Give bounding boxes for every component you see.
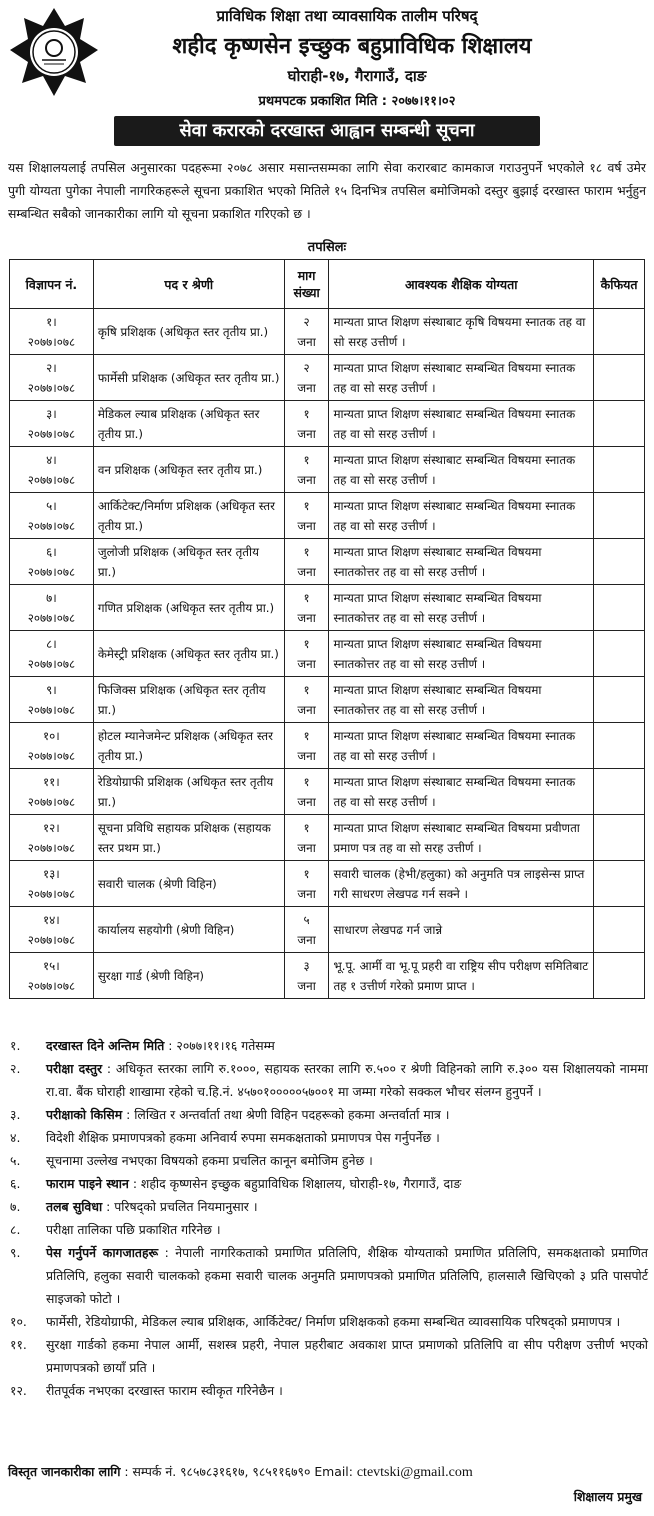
qty-cell [284,631,329,677]
qty-value: १ [303,452,310,467]
notice-title: सेवा करारको दरखास्त आह्वान सम्बन्धी सूचना [114,116,540,146]
remarks-cell [594,585,645,631]
qty-value: २ [303,360,310,375]
ad-number-cell [10,585,94,631]
post-name: आर्किटेक्ट/निर्माण प्रशिक्षक (अधिकृत स्तर तृतीय प्रा.) [97,498,275,533]
remarks-cell [594,953,645,999]
note-number: ९. [10,1245,21,1260]
post-cell [93,355,284,401]
ad-number-cell [10,815,94,861]
contact-numbers: : सम्पर्क नं. ९८५७८३१६१७, ९८५११६७९० Email: [120,1464,357,1479]
post-cell [93,723,284,769]
qualification-text: मान्यता प्राप्त शिक्षण संस्थाबाट सम्बन्धित विषयमा स्नातक तह वा सो सरह उत्तीर्ण । [333,498,576,533]
qty-cell [284,309,329,355]
council-name: प्राविधिक शिक्षा तथा व्यावसायिक तालीम परिषद् [216,7,478,25]
qty-cell [284,723,329,769]
note-number: ३. [10,1107,21,1122]
note-text [46,1103,648,1126]
ad-year: २०७७।०७८ [27,702,76,717]
ad-number-cell [10,861,94,907]
ad-number: ११। [43,774,60,789]
qualification-text: मान्यता प्राप्त शिक्षण संस्थाबाट सम्बन्धित विषयमा स्नातक तह वा सो सरह उत्तीर्ण । [333,406,576,441]
post-cell [93,493,284,539]
qty-cell [284,493,329,539]
ad-number: १२। [43,820,60,835]
ad-number-cell [10,723,94,769]
note-text [46,1034,648,1057]
qualification-text: मान्यता प्राप्त शिक्षण संस्थाबाट सम्बन्धित विषयमा स्नातक तह वा सो सरह उत्तीर्ण । [333,452,576,487]
table-row [10,953,645,999]
vacancy-table-body [10,309,645,999]
qty-cell [284,769,329,815]
remarks-cell [594,907,645,953]
table-header-row [10,260,645,309]
post-name: फिजिक्स प्रशिक्षक (अधिकृत स्तर तृतीय प्रा.) [97,682,266,717]
ad-number-cell [10,355,94,401]
ad-number: २। [46,360,57,375]
ad-year: २०७७।०७८ [27,334,76,349]
note-text [46,1241,648,1310]
qty-unit: जना [297,840,316,855]
note-text [46,1333,648,1379]
qty-value: ३ [303,958,310,973]
table-row [10,585,645,631]
note-body: : लिखित र अन्तर्वार्ता तथा श्रेणी विहिन पदहरूको हकमा अन्तर्वार्ता मात्र । [122,1107,450,1122]
ad-number: ६। [46,544,57,559]
ad-number-cell [10,493,94,539]
qualification-text: मान्यता प्राप्त शिक्षण संस्थाबाट सम्बन्धित विषयमा स्नातकोत्तर तह वा सो सरह उत्तीर्ण । [333,590,542,625]
qty-value: ५ [303,912,310,927]
qty-unit: जना [297,702,316,717]
post-name: जुलोजी प्रशिक्षक (अधिकृत स्तर तृतीय प्रा.) [97,544,259,579]
remarks-cell [594,631,645,677]
qty-value: २ [303,314,310,329]
ad-number: ३। [46,406,57,421]
qualification-cell [329,677,594,723]
note-text [46,1310,648,1333]
ad-year: २०७७।०७८ [27,748,76,763]
qty-unit: जना [297,748,316,763]
note-label: पेस गर्नुपर्ने कागजातहरू [46,1245,159,1260]
note-text [46,1379,648,1402]
qty-cell [284,401,329,447]
ad-number: १। [46,314,57,329]
notice-header [0,0,654,112]
qualification-text: मान्यता प्राप्त शिक्षण संस्थाबाट सम्बन्धित विषयमा प्रवीणता प्रमाण पत्र तह वा सो सरह उत्तीर्ण । [333,820,580,855]
ad-number: १३। [43,866,60,881]
qty-value: १ [303,406,310,421]
table-row [10,631,645,677]
remarks-cell [594,769,645,815]
ad-number: १०। [43,728,60,743]
qty-unit: जना [297,610,316,625]
note-label: दरखास्त दिने अन्तिम मिति [46,1038,165,1053]
qty-value: १ [303,498,310,513]
header-ad-no: विज्ञापन नं. [10,260,94,309]
qualification-cell [329,723,594,769]
ad-number-cell [10,769,94,815]
institute-address: घोराही-१७, गैरागाउँ, दाङ [287,67,427,85]
qualification-text: मान्यता प्राप्त शिक्षण संस्थाबाट सम्बन्धित विषयमा स्नातकोत्तर तह वा सो सरह उत्तीर्ण । [333,544,542,579]
remarks-cell [594,861,645,907]
remarks-cell [594,355,645,401]
qualification-cell [329,355,594,401]
note-number: १. [10,1038,21,1053]
post-cell [93,309,284,355]
remarks-cell [594,493,645,539]
qty-cell [284,815,329,861]
note-item [8,1379,648,1402]
note-body: फार्मेसी, रेडियोग्राफी, मेडिकल ल्याब प्रशिक्षक, आर्किटेक्ट/ निर्माण प्रशिक्षकको हकमा सम्बन्धित व्यावसायिक परिषद्को प्रमाणपत्र । [46,1314,621,1329]
note-number: ११. [10,1337,27,1352]
qualification-cell [329,539,594,585]
note-item [8,1034,648,1057]
note-body: सूचनामा उल्लेख नभएका विषयको हकमा प्रचलित कानून बमोजिम हुनेछ । [46,1153,373,1168]
qty-cell [284,355,329,401]
note-text [46,1126,648,1149]
ad-number-cell [10,401,94,447]
note-item [8,1241,648,1310]
qty-cell [284,861,329,907]
qty-unit: जना [297,794,316,809]
remarks-cell [594,309,645,355]
note-text [46,1149,648,1172]
qualification-text: मान्यता प्राप्त शिक्षण संस्थाबाट सम्बन्धित विषयमा स्नातक तह वा सो सरह उत्तीर्ण । [333,728,576,763]
notes-list [8,1034,648,1402]
remarks-cell [594,401,645,447]
note-item [8,1172,648,1195]
ad-number-cell [10,309,94,355]
post-cell [93,585,284,631]
qualification-cell [329,493,594,539]
ad-number-cell [10,677,94,723]
note-body: परीक्षा तालिका पछि प्रकाशित गरिनेछ । [46,1222,221,1237]
note-label: फाराम पाइने स्थान [46,1176,129,1191]
qty-unit: जना [297,334,316,349]
ad-number-cell [10,907,94,953]
qty-value: १ [303,590,310,605]
post-name: होटल म्यानेजमेन्ट प्रशिक्षक (अधिकृत स्तर तृतीय प्रा.) [97,728,273,763]
qualification-cell [329,401,594,447]
ad-number: ८। [46,636,57,651]
qualification-text: मान्यता प्राप्त शिक्षण संस्थाबाट कृषि विषयमा स्नातक तह वा सो सरह उत्तीर्ण । [333,314,586,349]
header-post: पद र श्रेणी [93,260,284,309]
ad-year: २०७७।०७८ [27,610,76,625]
ad-year: २०७७।०७८ [27,564,76,579]
qty-cell [284,907,329,953]
schedule-label: तपसिलः [307,240,347,255]
qty-cell [284,539,329,585]
ad-year: २०७७।०७८ [27,932,76,947]
post-cell [93,815,284,861]
qty-unit: जना [297,472,316,487]
post-name: कृषि प्रशिक्षक (अधिकृत स्तर तृतीय प्रा.) [97,324,269,339]
header-qualification: आवश्यक शैक्षिक योग्यता [329,260,594,309]
remarks-cell [594,723,645,769]
qualification-cell [329,631,594,677]
note-body: : नेपाली नागरिकताको प्रमाणित प्रतिलिपि, शैक्षिक योग्यताको प्रमाणित प्रतिलिपि, समकक्षताको प्रमाणित प्रतिलिपि, हलुका सवारी चालकको हकमा सवारी चालक अनुमति प्रमाणपत्रको प्रमाणित प्रतिलिपि, हालसालै खिचिएको ३ प्रति पासपोर्ट साइजको फोटो । [46,1245,648,1306]
note-body: : परिषद्को प्रचलित नियमानुसार । [102,1199,258,1214]
qty-unit: जना [297,932,316,947]
note-body: सुरक्षा गार्डको हकमा नेपाल आर्मी, सशस्त्र प्रहरी, नेपाल प्रहरीबाट अवकाश प्राप्त प्रमाणको प्रतिलिपि वा सीप परीक्षण उत्तीर्ण भएको प्रमाणपत्रको छायाँ प्रति । [46,1337,648,1375]
post-name: गणित प्रशिक्षक (अधिकृत स्तर तृतीय प्रा.) [97,600,275,615]
post-cell [93,447,284,493]
qty-cell [284,677,329,723]
post-cell [93,539,284,585]
note-label: परीक्षा दस्तुर [46,1061,103,1076]
ad-year: २०७७।०७८ [27,380,76,395]
post-name: सूचना प्रविधि सहायक प्रशिक्षक (सहायक स्तर प्रथम प्रा.) [97,820,271,855]
qualification-cell [329,309,594,355]
note-number: ८. [10,1222,21,1237]
post-name: सुरक्षा गार्ड (श्रेणी विहिन) [97,968,205,983]
note-number: ६. [10,1176,21,1191]
qty-cell [284,585,329,631]
ad-year: २०७७।०७८ [27,472,76,487]
qty-value: १ [303,820,310,835]
qualification-cell [329,769,594,815]
qty-unit: जना [297,886,316,901]
qty-cell [284,447,329,493]
post-cell [93,631,284,677]
qualification-text: मान्यता प्राप्त शिक्षण संस्थाबाट सम्बन्धित विषयमा स्नातक तह वा सो सरह उत्तीर्ण । [333,774,576,809]
ad-year: २०७७।०७८ [27,978,76,993]
qty-unit: जना [297,380,316,395]
note-body: रीतपूर्वक नभएका दरखास्त फाराम स्वीकृत गरिनेछैन । [46,1383,283,1398]
qty-value: १ [303,728,310,743]
intro-paragraph: यस शिक्षालयलाई तपसिल अनुसारका पदहरूमा २०७८ असार मसान्तसम्मका लागि सेवा करारबाट कामकाज गराउनुपर्ने भएकोले १८ वर्ष उमेर पुगी योग्यता पुगेका नेपाली नागरिकहरूले सूचना प्रकाशित भएको मितिले १५ दिनभित्र तपसिल बमोजिमको दस्तुर बुझाई दरखास्त फाराम भर्नुहुन सम्बन्धित सबैको जानकारीका लागि यो सूचना प्रकाशित गरिएको छ । [8,160,646,221]
table-row [10,447,645,493]
note-item [8,1149,648,1172]
note-body: : शहीद कृष्णसेन इच्छुक बहुप्राविधिक शिक्षालय, घोराही-१७, गैरागाउँ, दाङ [128,1176,462,1191]
note-number: २. [10,1061,21,1076]
qualification-text: मान्यता प्राप्त शिक्षण संस्थाबाट सम्बन्धित विषयमा स्नातकोत्तर तह वा सो सरह उत्तीर्ण । [333,636,542,671]
post-cell [93,769,284,815]
ad-year: २०७७।०७८ [27,426,76,441]
ad-number-cell [10,447,94,493]
qty-unit: जना [297,656,316,671]
note-number: ५. [10,1153,21,1168]
qty-value: १ [303,682,310,697]
note-body: : अधिकृत स्तरका लागि रु.१०००, सहायक स्तरका लागि रु.५०० र श्रेणी विहिनको लागि रु.३०० यस शिक्षालयको नाममा रा.वा. बैंक घोराही शाखामा रहेको च.हि.नं. ४५७०१०००००५७००१ मा जम्मा गरेको सक्कल भौचर संलग्न हुनुपर्ने । [46,1061,648,1099]
qualification-text: साधारण लेखपढ गर्न जान्ने [333,922,443,937]
ad-year: २०७७।०७८ [27,794,76,809]
table-row [10,539,645,585]
table-row [10,769,645,815]
note-label: परीक्षाको किसिम [46,1107,123,1122]
contact-line [8,1463,648,1481]
note-text [46,1172,648,1195]
post-cell [93,861,284,907]
ad-number-cell [10,631,94,677]
note-item [8,1126,648,1149]
note-body: विदेशी शैक्षिक प्रमाणपत्रको हकमा अनिवार्य रुपमा समकक्षताको प्रमाणपत्र पेस गर्नुपर्नेछ । [46,1130,440,1145]
table-row [10,677,645,723]
ad-year: २०७७।०७८ [27,886,76,901]
ad-year: २०७७।०७८ [27,656,76,671]
institute-name: शहीद कृष्णसेन इच्छुक बहुप्राविधिक शिक्षालय [172,34,532,59]
signature: शिक्षालय प्रमुख [573,1489,642,1504]
qualification-text: सवारी चालक (हेभी/हलुका) को अनुमति पत्र लाइसेन्स प्राप्त गरी साधरण लेखपढ गर्न सक्ने । [333,866,585,901]
note-number: ७. [10,1199,21,1214]
qty-value: १ [303,636,310,651]
qty-unit: जना [297,518,316,533]
note-text [46,1195,648,1218]
qualification-cell [329,815,594,861]
ad-number: ७। [46,590,57,605]
qty-unit: जना [297,564,316,579]
header-remarks: कैफियत [594,260,645,309]
qualification-cell [329,861,594,907]
ad-year: २०७७।०७८ [27,840,76,855]
contact-label: विस्तृत जानकारीका लागि [8,1464,121,1479]
qty-value: १ [303,544,310,559]
ad-number: ४। [46,452,57,467]
header-qty: माग संख्या [284,260,329,309]
ad-year: २०७७।०७८ [27,518,76,533]
ad-number: ५। [46,498,57,513]
table-row [10,815,645,861]
note-label: तलब सुविधा [46,1199,103,1214]
table-row [10,309,645,355]
remarks-cell [594,447,645,493]
qualification-text: मान्यता प्राप्त शिक्षण संस्थाबाट सम्बन्धित विषयमा स्नातकोत्तर तह वा सो सरह उत्तीर्ण । [333,682,542,717]
ad-number: १४। [43,912,60,927]
post-name: कार्यालय सहयोगी (श्रेणी विहिन) [97,922,235,937]
table-row [10,723,645,769]
qty-unit: जना [297,978,316,993]
note-text [46,1057,648,1103]
table-row [10,907,645,953]
note-item [8,1218,648,1241]
qualification-cell [329,585,594,631]
note-number: ४. [10,1130,21,1145]
ad-number: १५। [43,958,60,973]
note-number: १२. [10,1383,27,1398]
remarks-cell [594,815,645,861]
note-item [8,1310,648,1333]
qty-value: १ [303,866,310,881]
table-row [10,861,645,907]
table-row [10,493,645,539]
post-name: सवारी चालक (श्रेणी विहिन) [97,876,217,891]
note-body: : २०७७।११।१६ गतेसम्म [164,1038,275,1053]
qualification-cell [329,907,594,953]
post-cell [93,907,284,953]
post-name: मेडिकल ल्याब प्रशिक्षक (अधिकृत स्तर तृतीय प्रा.) [97,406,260,441]
post-name: फार्मेसी प्रशिक्षक (अधिकृत स्तर तृतीय प्रा.) [97,370,280,385]
note-text [46,1218,648,1241]
post-name: वन प्रशिक्षक (अधिकृत स्तर तृतीय प्रा.) [97,462,263,477]
remarks-cell [594,677,645,723]
qualification-text: भू.पू. आर्मी वा भू.पू प्रहरी वा राष्ट्रिय सीप परीक्षण समितिबाट तह १ उत्तीर्ण गरेको प्रमाण प्राप्त । [333,958,589,993]
qualification-cell [329,447,594,493]
note-item [8,1057,648,1103]
contact-email: ctevtski@gmail.com [356,1465,473,1480]
ad-number: ९। [46,682,57,697]
qty-value: १ [303,774,310,789]
qualification-text: मान्यता प्राप्त शिक्षण संस्थाबाट सम्बन्धित विषयमा स्नातक तह वा सो सरह उत्तीर्ण । [333,360,576,395]
table-row [10,401,645,447]
ad-number-cell [10,953,94,999]
remarks-cell [594,539,645,585]
table-row [10,355,645,401]
publish-date: प्रथमपटक प्रकाशित मिति : २०७७।११।०२ [258,94,456,109]
post-cell [93,953,284,999]
post-name: केमेस्ट्री प्रशिक्षक (अधिकृत स्तर तृतीय प्रा.) [97,646,279,661]
ad-number-cell [10,539,94,585]
qty-cell [284,953,329,999]
post-name: रेडियोग्राफी प्रशिक्षक (अधिकृत स्तर तृतीय प्रा.) [97,774,274,809]
post-cell [93,401,284,447]
post-cell [93,677,284,723]
qualification-cell [329,953,594,999]
vacancy-table [9,259,645,999]
note-item [8,1103,648,1126]
qty-unit: जना [297,426,316,441]
note-item [8,1333,648,1379]
note-item [8,1195,648,1218]
note-number: १०. [10,1314,27,1329]
